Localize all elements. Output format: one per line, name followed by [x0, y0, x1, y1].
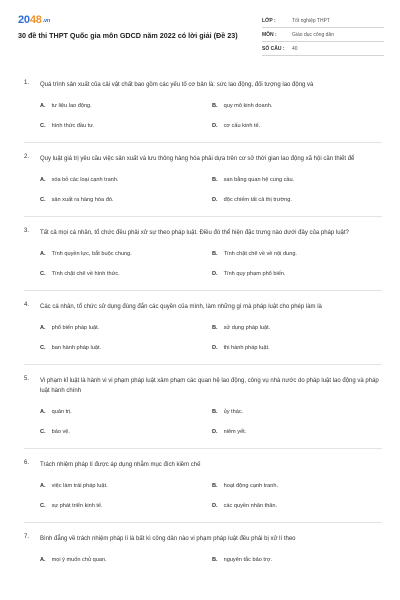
question-item: [24, 460, 382, 510]
option-text: phổ biến pháp luật.: [51, 325, 100, 331]
question-divider: [24, 448, 382, 449]
document-title: 30 đề thi THPT Quốc gia môn GDCD năm 2022 có lời giải (Đề 23): [18, 31, 238, 40]
answer-options: [40, 250, 382, 278]
answer-option[interactable]: [40, 122, 212, 130]
answer-option[interactable]: [40, 324, 212, 332]
question-number: 6.: [24, 460, 30, 466]
answer-option[interactable]: [212, 482, 380, 490]
option-letter: B.: [212, 177, 218, 183]
question-item: [24, 302, 382, 352]
option-letter: A.: [40, 325, 46, 331]
option-letter: D.: [212, 197, 218, 203]
answer-option[interactable]: [40, 556, 212, 564]
meta-label: SỐ CÂU :: [262, 45, 285, 52]
option-text: sự phát triển kinh tế.: [51, 503, 103, 509]
meta-label: LỚP :: [262, 17, 276, 24]
option-text: thi hành pháp luật.: [223, 345, 270, 351]
answer-options: [40, 408, 382, 436]
option-letter: A.: [40, 177, 46, 183]
option-text: các quyền nhân thân.: [223, 503, 278, 509]
question-text: Trách nhiệm pháp lí được áp dụng nhằm mục đích kiềm chế: [40, 462, 201, 468]
question-divider: [24, 216, 382, 217]
option-letter: B.: [212, 409, 218, 415]
question-number: 7.: [24, 534, 30, 540]
option-letter: A.: [40, 557, 46, 563]
meta-row-count: [262, 42, 384, 56]
question-number: 4.: [24, 302, 30, 308]
answer-option[interactable]: [212, 408, 380, 416]
option-text: quy mô kinh doanh.: [223, 103, 273, 109]
question-item: [24, 376, 382, 436]
option-letter: D.: [212, 123, 218, 129]
answer-option[interactable]: [212, 502, 380, 510]
question-text: Các cá nhân, tổ chức sử dụng đúng đắn các quyền của mình, làm những gì mà pháp luật cho phép làm là: [40, 304, 322, 310]
option-letter: C.: [40, 271, 46, 277]
answer-options: [40, 324, 382, 352]
answer-options: [40, 482, 382, 510]
option-letter: B.: [212, 557, 218, 563]
answer-option[interactable]: [212, 270, 380, 278]
answer-options: [40, 176, 382, 204]
question-text: Tất cả mọi cá nhân, tổ chức đều phải xử sự theo pháp luật. Điều đó thể hiện đặc trưng nào dưới đây của pháp luật?: [40, 230, 349, 236]
option-letter: D.: [212, 271, 218, 277]
option-text: sử dụng pháp luật.: [223, 325, 271, 331]
option-letter: C.: [40, 503, 46, 509]
option-text: san bằng quan hệ cung cầu.: [223, 177, 295, 183]
question-divider: [24, 290, 382, 291]
option-text: Tính quy phạm phổ biến.: [223, 271, 286, 277]
answer-option[interactable]: [40, 176, 212, 184]
answer-option[interactable]: [40, 428, 212, 436]
question-text: Quy luật giá trị yêu cầu việc sản xuất và lưu thông hàng hóa phải dựa trên cơ sở thời gian lao động xã hội cần thiết để: [40, 156, 355, 162]
question-text: Vi phạm kỉ luật là hành vi vi phạm pháp luật xâm phạm các quan hệ lao động, công vụ nhà nước do pháp luật lao động và pháp luật hành chính: [40, 378, 379, 394]
option-letter: A.: [40, 483, 46, 489]
option-text: hoạt động cạnh tranh.: [223, 483, 279, 489]
answer-option[interactable]: [212, 196, 380, 204]
answer-option[interactable]: [212, 176, 380, 184]
answer-option[interactable]: [212, 344, 380, 352]
answer-option[interactable]: [40, 102, 212, 110]
answer-option[interactable]: [212, 250, 380, 258]
answer-option[interactable]: [40, 482, 212, 490]
option-letter: A.: [40, 251, 46, 257]
answer-option[interactable]: [40, 344, 212, 352]
meta-value: Giáo dục công dân: [292, 31, 334, 38]
question-divider: [24, 522, 382, 523]
option-text: mọi ý muốn chủ quan.: [51, 557, 107, 563]
question-number: 2.: [24, 154, 30, 160]
question-text: Quá trình sản xuất của cải vật chất bao gồm các yếu tố cơ bản là: sức lao động, đối tượng lao động và: [40, 82, 314, 88]
option-letter: B.: [212, 251, 218, 257]
option-text: độc chiếm tất cả thị trường.: [223, 197, 292, 203]
option-text: cơ cấu kinh tế.: [223, 123, 261, 129]
answer-option[interactable]: [212, 102, 380, 110]
answer-option[interactable]: [212, 428, 380, 436]
option-text: tư liệu lao động.: [51, 103, 92, 109]
option-text: xóa bỏ các loại cạnh tranh.: [51, 177, 119, 183]
question-divider: [24, 364, 382, 365]
meta-value: Tốt nghiệp THPT: [292, 17, 330, 24]
option-letter: B.: [212, 103, 218, 109]
option-letter: C.: [40, 197, 46, 203]
site-logo[interactable]: [18, 14, 50, 26]
question-item: [24, 228, 382, 278]
answer-option[interactable]: [212, 122, 380, 130]
answer-options: [40, 102, 382, 130]
question-number: 1.: [24, 80, 30, 86]
answer-option[interactable]: [212, 324, 380, 332]
option-letter: C.: [40, 123, 46, 129]
question-item: [24, 534, 382, 564]
option-text: Tính chặt chẽ về hình thức.: [51, 271, 120, 277]
meta-row-class: [262, 14, 384, 28]
option-letter: C.: [40, 429, 46, 435]
logo-part-2: 48: [29, 14, 42, 26]
option-text: niêm yết.: [223, 429, 247, 435]
meta-row-subject: [262, 28, 384, 42]
answer-option[interactable]: [40, 250, 212, 258]
option-text: hình thức đầu tư.: [51, 123, 95, 129]
answer-option[interactable]: [40, 502, 212, 510]
option-text: bảo vệ.: [51, 429, 70, 435]
answer-option[interactable]: [212, 556, 380, 564]
option-letter: D.: [212, 503, 218, 509]
question-item: [24, 80, 382, 130]
option-letter: D.: [212, 345, 218, 351]
answer-option[interactable]: [40, 408, 212, 416]
option-text: sản xuất ra hàng hóa đó.: [51, 197, 114, 203]
question-list: [24, 80, 382, 564]
meta-value: 40: [292, 45, 298, 52]
document-meta: [262, 14, 384, 56]
option-letter: B.: [212, 483, 218, 489]
option-text: quản trị.: [51, 409, 72, 415]
option-letter: A.: [40, 103, 46, 109]
option-text: việc làm trái pháp luật.: [51, 483, 108, 489]
option-letter: B.: [212, 325, 218, 331]
question-number: 3.: [24, 228, 30, 234]
option-letter: A.: [40, 409, 46, 415]
option-text: Tính chặt chẽ về về nội dung.: [223, 251, 297, 257]
option-text: ban hành pháp luật.: [51, 345, 102, 351]
logo-part-3: .vn: [42, 18, 51, 24]
answer-option[interactable]: [40, 270, 212, 278]
option-text: nguyên tắc bảo trợ.: [223, 557, 273, 563]
answer-option[interactable]: [40, 196, 212, 204]
meta-label: MÔN :: [262, 31, 277, 38]
answer-options: [40, 556, 382, 564]
option-text: Tính quyền lực, bắt buộc chung.: [51, 251, 132, 257]
logo-part-1: 20: [18, 14, 30, 26]
question-text: Bình đẳng về trách nhiệm pháp lí là bất kì công dân nào vi phạm pháp luật đều phải bị xử lí theo: [40, 536, 296, 542]
page-header: [18, 14, 382, 62]
question-divider: [24, 142, 382, 143]
option-text: ủy thác.: [223, 409, 244, 415]
question-item: [24, 154, 382, 204]
option-letter: D.: [212, 429, 218, 435]
option-letter: C.: [40, 345, 46, 351]
question-number: 5.: [24, 376, 30, 382]
